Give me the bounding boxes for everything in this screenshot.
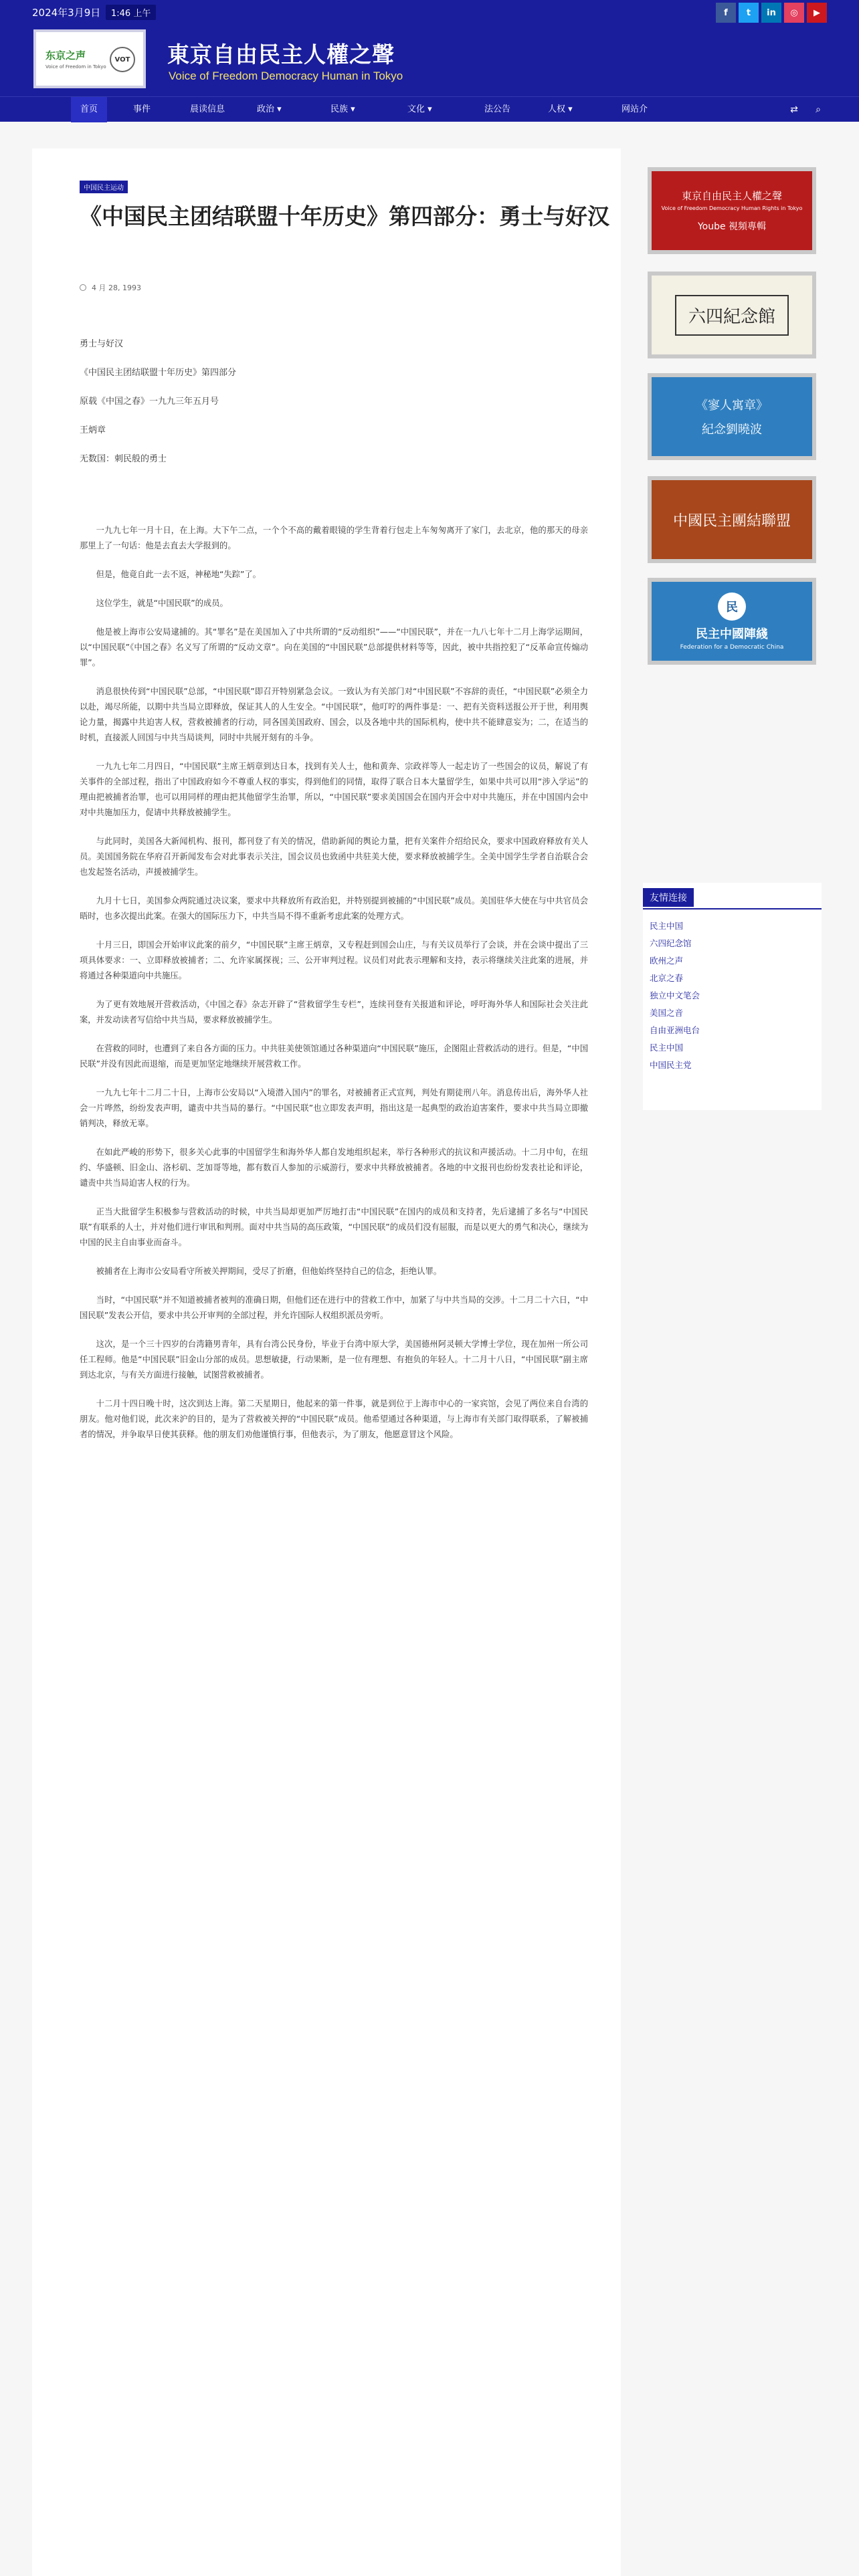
- friendly-link[interactable]: 北京之春: [650, 973, 684, 983]
- ad-title: 《寥人寓章》: [696, 399, 768, 413]
- intro-line: 王炳章: [80, 425, 106, 435]
- nav-item-politics[interactable]: 政治 ▾: [257, 104, 282, 114]
- article-meta: [80, 282, 141, 293]
- widget-title: 友情连接: [643, 888, 694, 907]
- main-nav: [0, 96, 859, 122]
- logo-title: 东京之声: [45, 49, 86, 62]
- ad-subtitle: Federation for a Democratic China: [680, 643, 784, 651]
- friendly-link[interactable]: 独立中文笔会: [650, 990, 700, 1000]
- youtube-icon[interactable]: ▶: [807, 3, 827, 23]
- intro-line: 勇士与好汉: [80, 339, 124, 349]
- article-intro: [80, 337, 588, 481]
- ad-subtitle: 紀念劉曉波: [702, 423, 762, 437]
- article-container: [32, 148, 621, 2576]
- ad-title: 中國民主團結聯盟: [672, 512, 791, 530]
- article-paragraph: 他是被上海市公安局逮捕的。其“罪名”是在美国加入了中共所谓的“反动组织”——“中国民联”，并在一九八七年十二月上海学运期间，以“中国民联”《中国之春》名义写了所谓的“反动文章”。向在美国的“中国民联”总部提供材料等等，因此，被中共指控犯了“反革命宣传煽动罪”。: [80, 627, 588, 667]
- ad-title: 民主中國陣綫: [696, 627, 768, 641]
- article-paragraph: 消息很快传到“中国民联”总部，“中国民联”即召开特别紧急会议。一致认为有关部门对“中国民联”不容辞的责任，“中国民联”必须全力以赴，竭尽所能，以期中共当局立即释放，保证其人的人生安全。“中国民联”，他叮咛的两件事是：一、把有关资料送报公开于世，利用舆论力量，揭露中共迫害人权，营救被捕者的行动，同各国美国政府、国会，以及各地中共的国际机构，使中共不能肆意妄为；二，在适当的时机，直接派人回国与中共当局谈判，同时中共展开刻有的斗争。: [80, 687, 588, 742]
- linkedin-icon[interactable]: in: [761, 3, 781, 23]
- article-paragraph: 十二月十四日晚十时，这次到达上海。第二天星期日，他起来的第一件事，就是到位于上海市中心的一家宾馆，会见了两位来自台湾的朋友。他对他们说，此次来沪的目的，是为了营救被关押的“中国民联”成员。他希望通过各种渠道，与上海市有关部门取得联系，了解被捕者的情况，并争取早日使其获释。他的朋友们劝他谨慎行事，但他表示，为了朋友，他愿意冒这个风险。: [80, 1399, 588, 1439]
- sidebar-ad-june4-museum[interactable]: [648, 272, 816, 358]
- friendly-link[interactable]: 中国民主党: [650, 1060, 692, 1070]
- article-paragraph: 被捕者在上海市公安局看守所被关押期间，受尽了折磨，但他始终坚持自己的信念，拒绝认罪。: [96, 1267, 442, 1276]
- article-body: [80, 523, 588, 1456]
- logo-subtitle: Voice of Freedom in Tokyo: [45, 64, 106, 70]
- friendly-links-widget: [643, 883, 822, 1110]
- article-paragraph: 十月三日，即国会开始审议此案的前夕，“中国民联”主席王炳章，又专程赶到国会山庄，与有关议员举行了会谈，并在会谈中提出了三项具体要求：一、立即释放被捕者；二、允许家属探视；三、公开审判过程。议员们对此表示理解和支持，表示将继续关注此案的进展，并将通过各种渠道向中共施压。: [80, 940, 588, 980]
- nav-tools: [785, 97, 827, 122]
- article-paragraph: 九月十七日，美国参众两院通过决议案，要求中共释放所有政治犯，并特别提到被捕的“中国民联”成员。美国驻华大使在与中共官员会晤时，也多次提出此案。在强大的国际压力下，中共当局不得不重新考虑此案的处理方式。: [80, 896, 588, 921]
- article-paragraph: 与此同时，美国各大新闻机构、报刊，都刊登了有关的情况，借助新闻的舆论力量，把有关案件介绍给民众，要求中国政府释放有关人员。美国国务院在华府召开新闻发布会对此事表示关注，国会议员也致函中共驻美大使，要求释放被捕学生。全美中国学生学者自治联合会也发起签名活动，声援被捕学生。: [80, 837, 588, 877]
- article-title: 《中国民主团结联盟十年历史》第四部分：勇士与好汉: [80, 203, 609, 229]
- intro-line: 无数国：刺民般的勇士: [80, 454, 167, 464]
- current-date: 2024年3月9日: [32, 7, 101, 19]
- article-paragraph: 一九九七年十二月二十日，上海市公安局以“入境潜入国内”的罪名，对被捕者正式宣判，判处有期徒刑八年。消息传出后，海外华人社会一片哗然，纷纷发表声明，谴责中共当局的暴行。“中国民联”也立即发表声明，指出这是一起典型的政治迫害案件，要求中共当局立即撤销判决，释放无辜。: [80, 1088, 588, 1128]
- article-paragraph: 但是，他竟自此一去不返，神秘地“失踪”了。: [96, 570, 261, 579]
- nav-item-home[interactable]: 首页: [71, 97, 107, 122]
- nav-item-events[interactable]: 事件: [133, 104, 151, 114]
- category-tag[interactable]: 中国民主运动: [80, 181, 128, 193]
- article-paragraph: 一九九七年一月十日，在上海。大下午二点，一个个不高的戴着眼镜的学生背着行包走上车匆匆离开了家门，去北京，他的那天的母亲那里上了一句话：他是去直去大学报到的。: [80, 526, 588, 550]
- sidebar-ad-liu-xiaobo[interactable]: [648, 373, 816, 460]
- article-date: 4 月 28, 1993: [92, 284, 141, 292]
- intro-line: 《中国民主团结联盟十年历史》第四部分: [80, 368, 237, 378]
- article-paragraph: 正当大批留学生积极参与营救活动的时候，中共当局却更加严厉地打击“中国民联”在国内的成员和支持者，先后逮捕了多名与“中国民联”有联系的人士，并对他们进行审讯和判刑。面对中共当局的高压政策，“中国民联”的成员们没有屈服，而是以更大的勇气和决心，继续为中国的民主自由事业而奋斗。: [80, 1207, 588, 1247]
- top-bar: [0, 0, 859, 25]
- ad-title: 六四紀念館: [675, 295, 789, 336]
- widget-header: [643, 883, 822, 909]
- article-paragraph: 当时，“中国民联”并不知道被捕者被判的准确日期，但他们还在进行中的营救工作中，加紧了与中共当局的交涉。十二月二十六日，“中国民联”发表公开信，要求中共公开审判的全部过程，并允许国际人权组织派员旁听。: [80, 1295, 588, 1320]
- article-paragraph: 这次，是一个三十四岁的台湾籍男青年，具有台湾公民身份，毕业于台湾中原大学，美国德州阿灵顿大学博士学位，现在加州一所公司任工程师。他是“中国民联”旧金山分部的成员。思想敏捷，行动果断，是一位有理想、有抱负的年轻人。十二月十八日，“中国民联”副主席到达北京，与有关方面进行接触，试图营救被捕者。: [80, 1339, 588, 1380]
- friendly-link[interactable]: 欧州之声: [650, 956, 684, 966]
- nav-item-ethnic[interactable]: 民族 ▾: [330, 104, 355, 114]
- site-header: [0, 25, 859, 96]
- friendly-link[interactable]: 美国之音: [650, 1008, 684, 1018]
- nav-item-notices[interactable]: 法公告: [484, 104, 511, 114]
- search-icon[interactable]: ⌕: [816, 104, 821, 115]
- article-paragraph: 在如此严峻的形势下，很多关心此事的中国留学生和海外华人都自发地组织起来，举行各种形式的抗议和声援活动。十二月中旬，在纽约、华盛顿、旧金山、洛杉矶、芝加哥等地，都有数百人参加的示威游行，要求中共释放被捕者。各地的中文报刊也纷纷发表社论和评论，谴责中共当局迫害人权的行为。: [80, 1148, 588, 1188]
- friendly-link[interactable]: 自由亚洲电台: [650, 1025, 700, 1035]
- nav-item-human-rights[interactable]: 人权 ▾: [548, 104, 573, 114]
- current-time: 1:46 上午: [106, 5, 156, 20]
- nav-item-culture[interactable]: 文化 ▾: [407, 104, 432, 114]
- article-paragraph: 一九九七年二月四日，“中国民联”主席王炳章到达日本，找到有关人士，他和黄奔、宗政祥等人一起走访了一些国会的议员，解说了有关事件的全部过程，指出了中国政府如今不尊重人权的事实，得到他们的同情，取得了联合日本大量留学生，如果中共可以用“涉入学运”的理由把被捕者治罪，也可以用同样的理由把其他留学生治罪，所以，“中国民联”要求美国国会在国内开会中对中共施压，并在中国国内会中对中共施加压力，促请中共释放被捕学生。: [80, 762, 588, 817]
- site-name[interactable]: 東京自由民主人權之聲: [167, 41, 395, 68]
- friendly-link[interactable]: 民主中国: [650, 921, 684, 931]
- ad-subtitle: Voice of Freedom Democracy Human Rights in Tokyo: [661, 205, 803, 211]
- site-logo[interactable]: [33, 29, 146, 88]
- friendly-link[interactable]: 六四纪念馆: [650, 938, 692, 948]
- ad-title: 東京自由民主人權之聲: [681, 190, 782, 202]
- article-paragraph: 在营救的同时，也遭到了来自各方面的压力。中共驻美使领馆通过各种渠道向“中国民联”施压，企图阻止营救活动的进行。但是，“中国民联”并没有因此而退缩，而是更加坚定地继续开展营救工作。: [80, 1044, 588, 1069]
- nav-item-about[interactable]: 网站介: [622, 104, 648, 114]
- site-subtitle: Voice of Freedom Democracy Human in Tokyo: [169, 70, 403, 82]
- random-news-icon[interactable]: ⇄: [790, 104, 798, 115]
- article-paragraph: 这位学生，就是“中国民联”的成员。: [96, 599, 228, 608]
- twitter-icon[interactable]: t: [739, 3, 759, 23]
- ad-caption: Yoube 視頻專輯: [697, 221, 767, 232]
- instagram-icon[interactable]: ◎: [784, 3, 804, 23]
- facebook-icon[interactable]: f: [716, 3, 736, 23]
- logo-mark: VOT: [110, 47, 135, 72]
- intro-line: 原载《中国之春》一九九三年五月号: [80, 397, 219, 407]
- friendly-links-list: [643, 909, 822, 1082]
- article-paragraph: 为了更有效地展开营救活动，《中国之春》杂志开辟了“营救留学生专栏”，连续刊登有关报道和评论，呼吁海外华人和国际社会关注此案，并发动读者写信给中共当局，要求释放被捕学生。: [80, 1000, 588, 1025]
- clock-icon: [80, 284, 86, 291]
- sidebar-ad-democracy-alliance[interactable]: [648, 476, 816, 563]
- social-links: [716, 3, 827, 23]
- sidebar-ad-youtube-channel[interactable]: [648, 167, 816, 254]
- friendly-link[interactable]: 民主中国: [650, 1043, 684, 1053]
- sidebar-ad-democratic-front[interactable]: [648, 578, 816, 665]
- nav-item-morning-news[interactable]: 晨读信息: [190, 104, 225, 114]
- democratic-front-emblem-icon: 民: [718, 593, 746, 621]
